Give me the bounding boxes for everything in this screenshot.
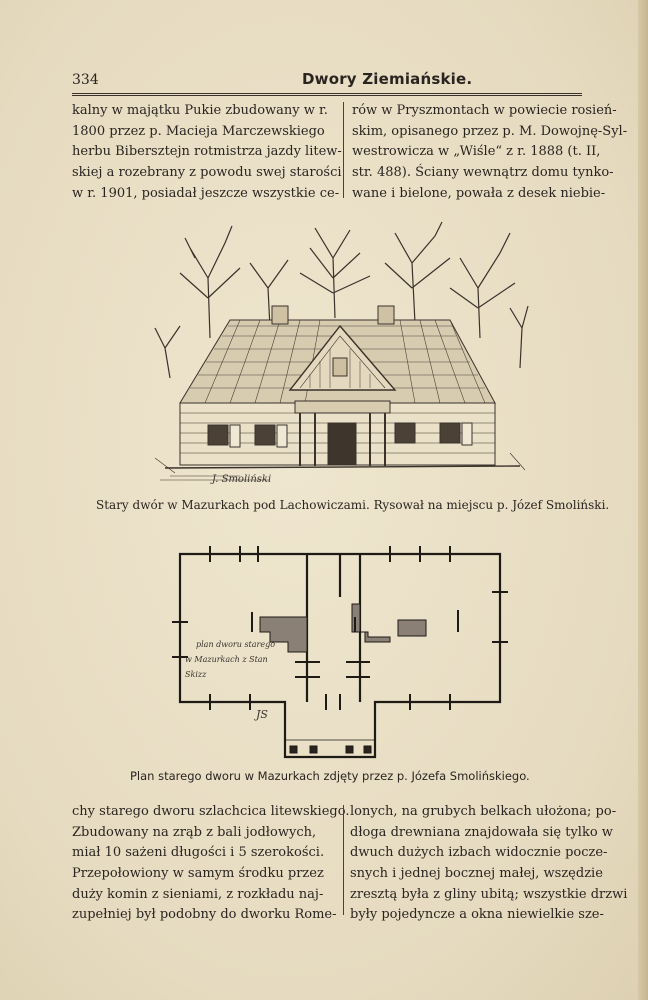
column-divider [343, 805, 344, 915]
manor-house-illustration [150, 218, 530, 494]
text-line: skiej a rozebrany z powodu swej starości [72, 165, 342, 181]
text-line: Przepołowiony w samym środku przez [72, 866, 324, 882]
page-number: 334 [72, 72, 99, 88]
plan-initials: JS [256, 708, 268, 721]
text-line: duży komin z sieniami, z rozkładu naj- [72, 886, 324, 902]
text-line: herbu Bibersztejn rotmistrza jazdy litew- [72, 144, 342, 160]
text-line: były pojedyncze a okna niewielkie sze- [350, 907, 604, 923]
text-line: rów w Pryszmontach w powiecie rosień- [352, 103, 617, 118]
text-line: skim, opisanego przez p. M. Dowojnę-Syl- [352, 123, 628, 139]
house-caption: Stary dwór w Mazurkach pod Lachowiczami. Rysował na miejscu p. Józef Smoliński. [96, 498, 610, 512]
top-left-column [72, 101, 342, 204]
top-right-column [352, 101, 628, 204]
text-line: kalny w majątku Pukie zbudowany w r. [72, 103, 328, 118]
illustration-signature: J. Smoliński [212, 474, 272, 485]
text-line: wane i bielone, powała z desek niebie- [352, 185, 606, 201]
plan-caption: Plan starego dworu w Mazurkach zdjęty przez p. Józefa Smolińskiego. [130, 769, 530, 783]
text-line: 1800 przez p. Macieja Marczewskiego [72, 123, 325, 139]
text-line: snych i jednej bocznej małej, wszędzie [350, 866, 603, 882]
bottom-left-column [72, 802, 350, 926]
text-line: zresztą była z gliny ubitą; wszystkie drzwi [350, 886, 628, 902]
text-line: str. 488). Ściany wewnątrz domu tynko- [352, 165, 614, 181]
text-line: dłoga drewniana znajdowała się tylko w [350, 824, 613, 840]
header-rule [72, 93, 582, 94]
header-rule-second [72, 95, 582, 96]
text-line: chy starego dworu szlachcica litewskiego. [72, 804, 350, 819]
page-edge [638, 0, 648, 1000]
text-line: Zbudowany na zrąb z bali jodłowych, [72, 824, 317, 840]
text-line: dwuch dużych izbach widocznie pocze- [350, 845, 608, 861]
text-line: miał 10 sażeni długości i 5 szerokości. [72, 845, 325, 861]
page-header [72, 70, 582, 92]
text-line: w r. 1901, posiadał jeszcze wszystkie ce- [72, 185, 340, 201]
text-line: lonych, na grubych belkach ułożona; po- [350, 804, 617, 819]
text-line: zupełniej był podobny do dworku Rome- [72, 907, 337, 923]
running-title: Dwory Ziemiańskie. [302, 70, 473, 88]
column-divider [343, 102, 344, 198]
bottom-right-column [350, 802, 628, 926]
plan-note-line2: w Mazurkach z Stan [185, 655, 268, 664]
text-line: westrowicza w „Wiśle“ z r. 1888 (t. II, [352, 144, 601, 160]
plan-note-line1: plan dworu starego [196, 640, 276, 649]
plan-note-line3: Skizz [185, 670, 207, 679]
